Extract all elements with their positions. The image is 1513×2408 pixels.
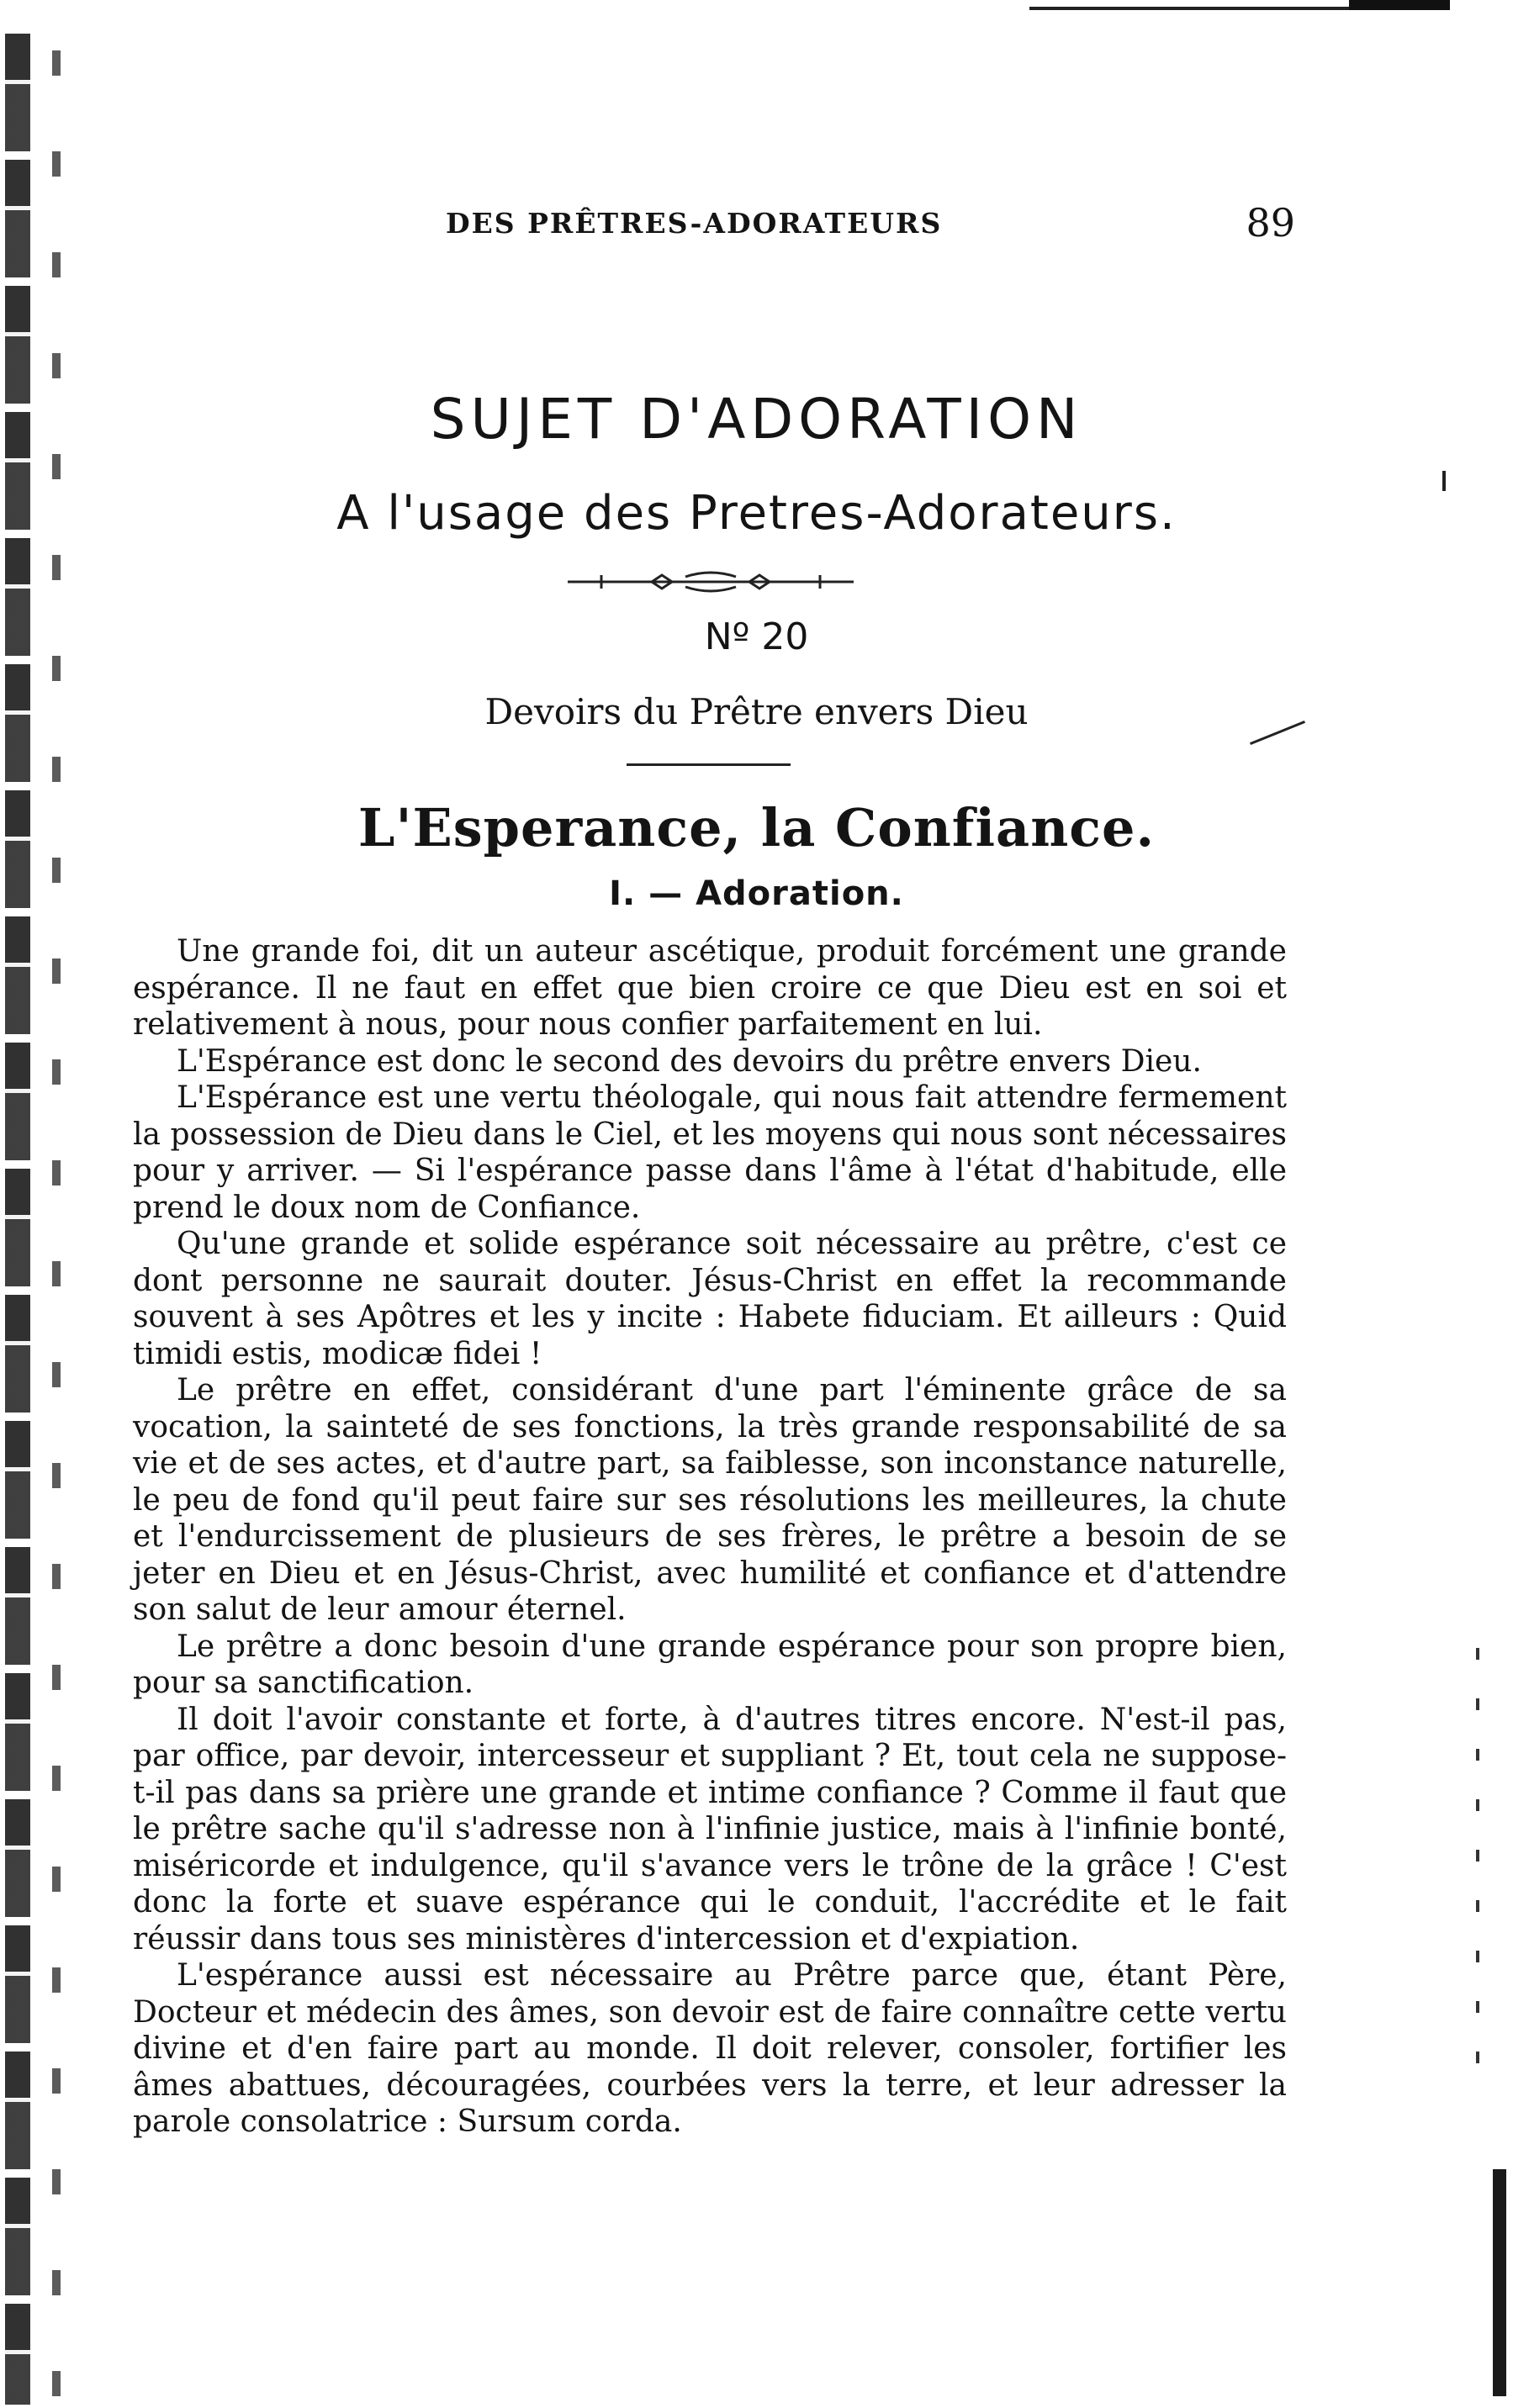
subtitle: A l'usage des Pretres-Adorateurs.	[336, 486, 1177, 541]
blackletter-title: L'Esperance, la Confiance.	[357, 797, 1156, 858]
paragraph: L'espérance aussi est nécessaire au Prêtre parce que, étant Père, Docteur et médecin des âmes, son devoir est de faire connaître cette vertu divine et d'en faire part au monde. Il doit relever, consoler, fortifier les âmes abattues, découragées, courbées vers la terre, et leur adresser la parole consolatrice : Sursum corda.	[133, 1958, 1287, 2139]
scan-right-edge	[1493, 2169, 1506, 2396]
paragraph: Il doit l'avoir constante et forte, à d'autres titres encore. N'est-il pas, par office, par devoir, intercesseur et suppliant ? Et, tout cela ne suppose-t-il pas dans sa prière une grande et intime confiance ? Comme il faut que le prêtre sache qu'il s'adresse non à l'infinie justice, mais à l'infinie bonté, miséricorde et indulgence, qu'il s'avance vers le trône de la grâce ! C'est donc la forte et suave espérance qui le conduit, l'accrédite et le fait réussir dans tous ses ministères d'intercession et d'expiation.	[133, 1702, 1287, 1956]
paragraph: Le prêtre a donc besoin d'une grande espérance pour son propre bien, pour sa sanctification.	[133, 1629, 1287, 1700]
short-rule	[627, 763, 791, 766]
main-title: SUJET D'ADORATION	[430, 387, 1083, 452]
paragraph: Qu'une grande et solide espérance soit nécessaire au prêtre, c'est ce dont personne ne saurait douter. Jésus-Christ en effet la recommande souvent à ses Apôtres et les y incite : Habete fiduciam. Et ailleurs : Quid timidi estis, modicæ fidei !	[133, 1227, 1287, 1371]
paragraph: L'Espérance est une vertu théologale, qui nous fait attendre fermement la possession de Dieu dans le Ciel, et les moyens qui nous sont nécessaires pour y arriver. — Si l'espérance passe dans l'âme à l'état d'habitude, elle prend le doux nom de Confiance.	[133, 1080, 1287, 1225]
paragraph: Le prêtre en effet, considérant d'une part l'éminente grâce de sa vocation, la sainteté de ses fonctions, la très grande responsabilité de sa vie et de ses actes, et d'autre part, sa faiblesse, son inconstance naturelle, le peu de fond qu'il peut faire sur ses résolutions les meilleures, la chute et l'endurcissement de plusieurs de ses frères, le prêtre a besoin de se jeter en Dieu et en Jésus-Christ, avec humilité et confiance et d'attendre son salut de leur amour éternel.	[133, 1373, 1287, 1627]
subject-number: Nº 20	[704, 615, 809, 658]
topic-line: Devoirs du Prêtre envers Dieu	[484, 691, 1029, 732]
body-text	[133, 933, 1287, 2141]
paragraph: Une grande foi, dit un auteur ascétique, produit forcément une grande espérance. Il ne faut en effet que bien croire ce que Dieu est en soi et relativement à nous, pour nous confier parfaitement en lui.	[133, 934, 1287, 1042]
section-heading: I. — Adoration.	[609, 874, 904, 913]
running-title: DES PRÊTRES-ADORATEURS	[446, 207, 943, 240]
scan-top-rule-thick	[1349, 0, 1450, 10]
running-header	[135, 200, 1295, 251]
ornament-divider	[568, 568, 854, 595]
page-number: 89	[1246, 200, 1295, 246]
scan-right-marks	[1476, 1648, 1479, 2085]
paragraph: L'Espérance est donc le second des devoirs du prêtre envers Dieu.	[177, 1043, 1202, 1079]
